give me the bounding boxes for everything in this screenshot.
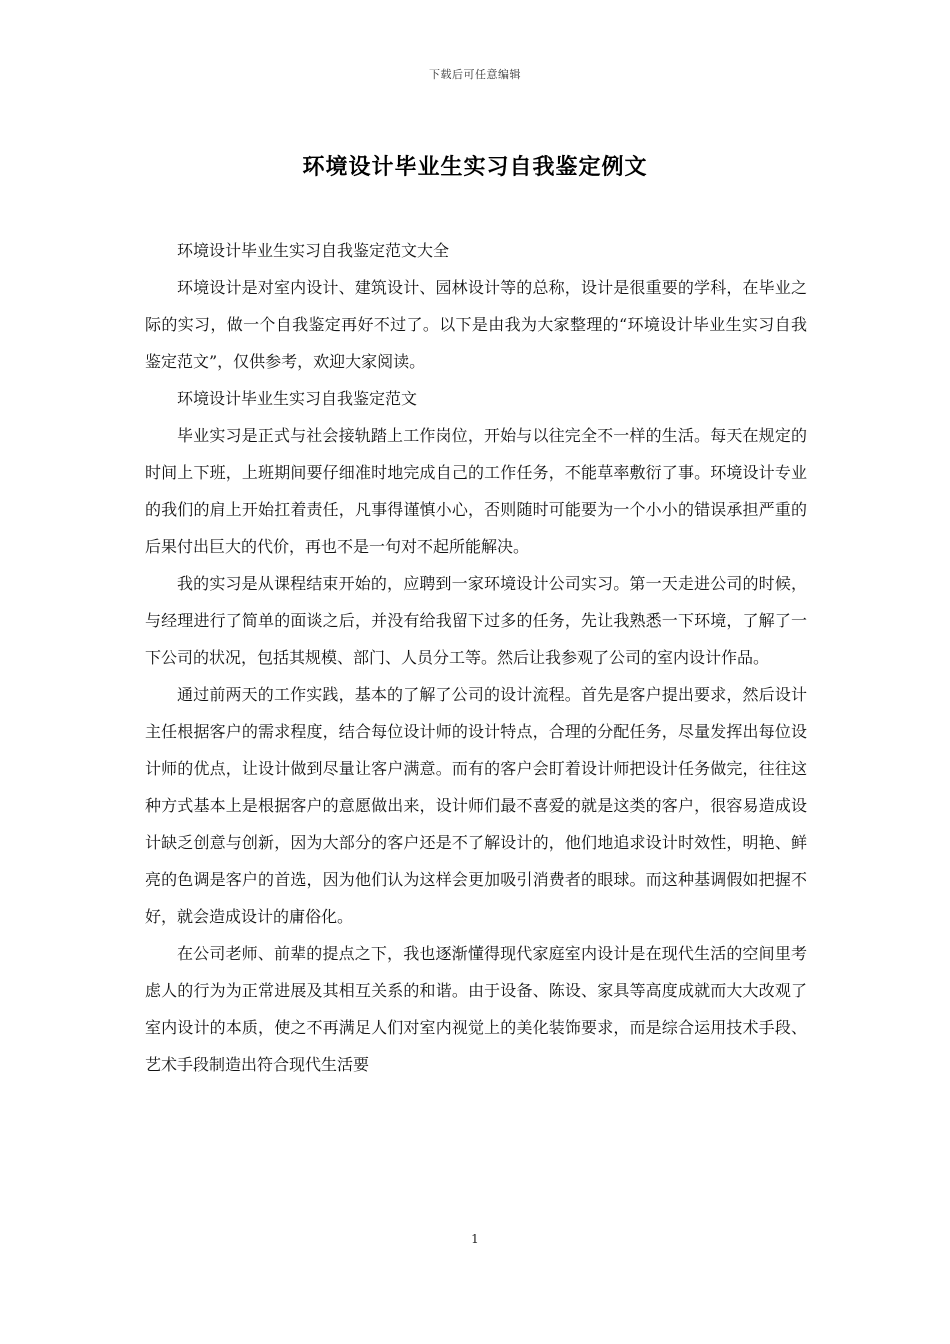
paragraph-subtitle: 环境设计毕业生实习自我鉴定范文大全 bbox=[177, 241, 450, 260]
document-title: 环境设计毕业生实习自我鉴定例文 bbox=[302, 154, 648, 180]
page-number: 1 bbox=[471, 1232, 479, 1246]
paragraph-section-heading: 环境设计毕业生实习自我鉴定范文 bbox=[177, 389, 418, 408]
paragraph-body: 毕业实习是正式与社会接轨踏上工作岗位，开始与以往完全不一样的生活。每天在规定的时间上下班，上班期间要仔细准时地完成自己的工作任务，不能草率敷衍了事。环境设计专业的我们的肩上开始扛着责任，凡事得谨慎小心，否则随时可能要为一个小小的错误承担严重的后果付出巨大的代价，再也不是一句对不起所能解决。 bbox=[145, 426, 807, 556]
paragraph-intro: 环境设计是对室内设计、建筑设计、园林设计等的总称，设计是很重要的学科，在毕业之际的实习，做一个自我鉴定再好不过了。以下是由我为大家整理的“环境设计毕业生实习自我鉴定范文”，仅供参考，欢迎大家阅读。 bbox=[145, 278, 807, 371]
paragraph-body: 通过前两天的工作实践，基本的了解了公司的设计流程。首先是客户提出要求，然后设计主任根据客户的需求程度，结合每位设计师的设计特点，合理的分配任务，尽量发挥出每位设计师的优点，让设计做到尽量让客户满意。而有的客户会盯着设计师把设计任务做完，往往这种方式基本上是根据客户的意愿做出来，设计师们最不喜爱的就是这类的客户，很容易造成设计缺乏创意与创新，因为大部分的客户还是不了解设计的，他们地追求设计时效性，明艳、鲜亮的色调是客户的首选，因为他们认为这样会更加吸引消费者的眼球。而这种基调假如把握不好，就会造成设计的庸俗化。 bbox=[145, 685, 807, 926]
header-note: 下载后可任意编辑 bbox=[429, 68, 521, 81]
paragraph-body: 我的实习是从课程结束开始的，应聘到一家环境设计公司实习。第一天走进公司的时候，与经理进行了简单的面谈之后，并没有给我留下过多的任务，先让我熟悉一下环境，了解了一下公司的状况，包括其规模、部门、人员分工等。然后让我参观了公司的室内设计作品。 bbox=[145, 574, 807, 667]
document-body bbox=[145, 232, 807, 1083]
paragraph-body: 在公司老师、前辈的提点之下，我也逐渐懂得现代家庭室内设计是在现代生活的空间里考虑人的行为为正常进展及其相互关系的和谐。由于设备、陈设、家具等高度成就而大大改观了室内设计的本质，使之不再满足人们对室内视觉上的美化装饰要求，而是综合运用技术手段、艺术手段制造出符合现代生活要 bbox=[145, 944, 807, 1074]
